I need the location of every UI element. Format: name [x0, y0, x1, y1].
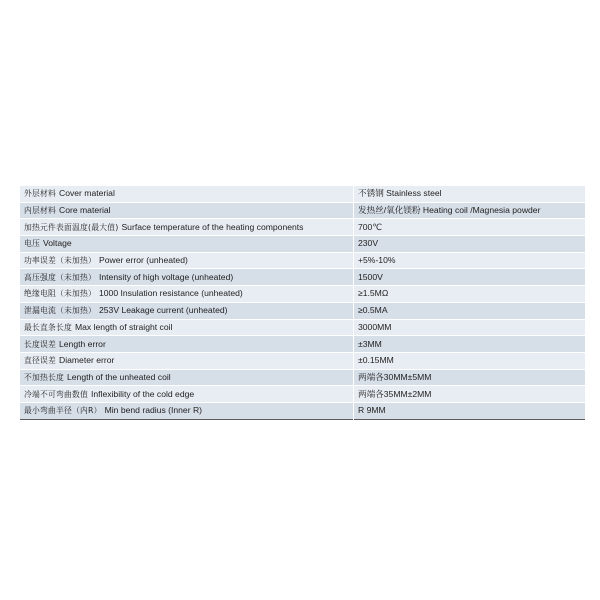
param-cell — [20, 286, 354, 303]
param-cell — [20, 402, 354, 419]
value-cell: ≥1.5MΩ — [354, 286, 586, 303]
param-label-en: Core material — [59, 205, 111, 216]
param-label-zh: 最长直条长度 — [24, 322, 72, 332]
param-label-zh: 绝缘电阻（未加热） — [24, 289, 96, 299]
table-row — [20, 202, 585, 219]
param-label-en: Inflexibility of the cold edge — [90, 388, 195, 399]
param-label-zh: 长度误差 — [24, 339, 56, 349]
param-label-zh: 加热元件表面温度(最大值) — [24, 222, 119, 232]
param-label-en: Length error — [59, 338, 106, 349]
param-label-en: Power error (unheated) — [98, 255, 188, 266]
param-label-zh: 冷端不可弯曲数值 — [24, 389, 88, 399]
table-row — [20, 369, 585, 386]
param-label-en: Cover material — [59, 188, 115, 199]
param-cell — [20, 302, 354, 319]
param-label-en: 253V Leakage current (unheated) — [98, 305, 228, 316]
table-row — [20, 286, 585, 303]
value-cell: 两端各35MM±2MM — [354, 386, 586, 403]
table-row — [20, 236, 585, 253]
param-label-en: Diameter error — [59, 355, 115, 366]
param-label-zh: 功率误差（未加热） — [24, 256, 96, 266]
spec-table — [20, 185, 585, 420]
value-cell: R 9MM — [354, 402, 586, 419]
param-label-en: 1000 Insulation resistance (unheated) — [98, 288, 243, 299]
param-label-en: Min bend radius (Inner R) — [104, 405, 203, 416]
value-cell: 不锈钢 Stainless steel — [354, 186, 586, 203]
param-cell — [20, 336, 354, 353]
value-cell: 发热丝/氧化镁粉 Heating coil /Magnesia powder — [354, 202, 586, 219]
param-cell — [20, 369, 354, 386]
param-cell — [20, 252, 354, 269]
table-row — [20, 302, 585, 319]
param-label-zh: 外层材料 — [24, 189, 56, 199]
table-row — [20, 352, 585, 369]
value-cell: 3000MM — [354, 319, 586, 336]
param-cell — [20, 386, 354, 403]
value-cell: 230V — [354, 236, 586, 253]
value-cell: ±3MM — [354, 336, 586, 353]
table-row — [20, 386, 585, 403]
param-cell — [20, 319, 354, 336]
table-row — [20, 219, 585, 236]
param-label-en: Length of the unheated coil — [66, 371, 171, 382]
param-label-zh: 直径误差 — [24, 356, 56, 366]
value-cell: ≥0.5MA — [354, 302, 586, 319]
param-cell — [20, 269, 354, 286]
param-cell — [20, 219, 354, 236]
param-label-en: Surface temperature of the heating components — [121, 221, 304, 232]
value-cell: +5%-10% — [354, 252, 586, 269]
table-row — [20, 402, 585, 419]
table-row — [20, 319, 585, 336]
param-label-zh: 内层材料 — [24, 206, 56, 216]
table-row — [20, 269, 585, 286]
param-label-zh: 最小弯曲半径（内R） — [24, 406, 102, 416]
table-row — [20, 336, 585, 353]
param-cell — [20, 186, 354, 203]
param-label-en: Max length of straight coil — [74, 321, 173, 332]
param-label-zh: 泄漏电流（未加热） — [24, 306, 96, 316]
param-cell — [20, 236, 354, 253]
param-label-zh: 电压 — [24, 239, 40, 249]
param-label-en: Voltage — [43, 238, 72, 249]
param-label-zh: 高压强度（未加热） — [24, 272, 96, 282]
param-label-zh: 不加热长度 — [24, 372, 64, 382]
table-row — [20, 252, 585, 269]
param-cell — [20, 202, 354, 219]
value-cell: 1500V — [354, 269, 586, 286]
param-cell — [20, 352, 354, 369]
value-cell: 700℃ — [354, 219, 586, 236]
value-cell: ±0.15MM — [354, 352, 586, 369]
table-row — [20, 186, 585, 203]
param-label-en: Intensity of high voltage (unheated) — [98, 271, 234, 282]
value-cell: 两端各30MM±5MM — [354, 369, 586, 386]
